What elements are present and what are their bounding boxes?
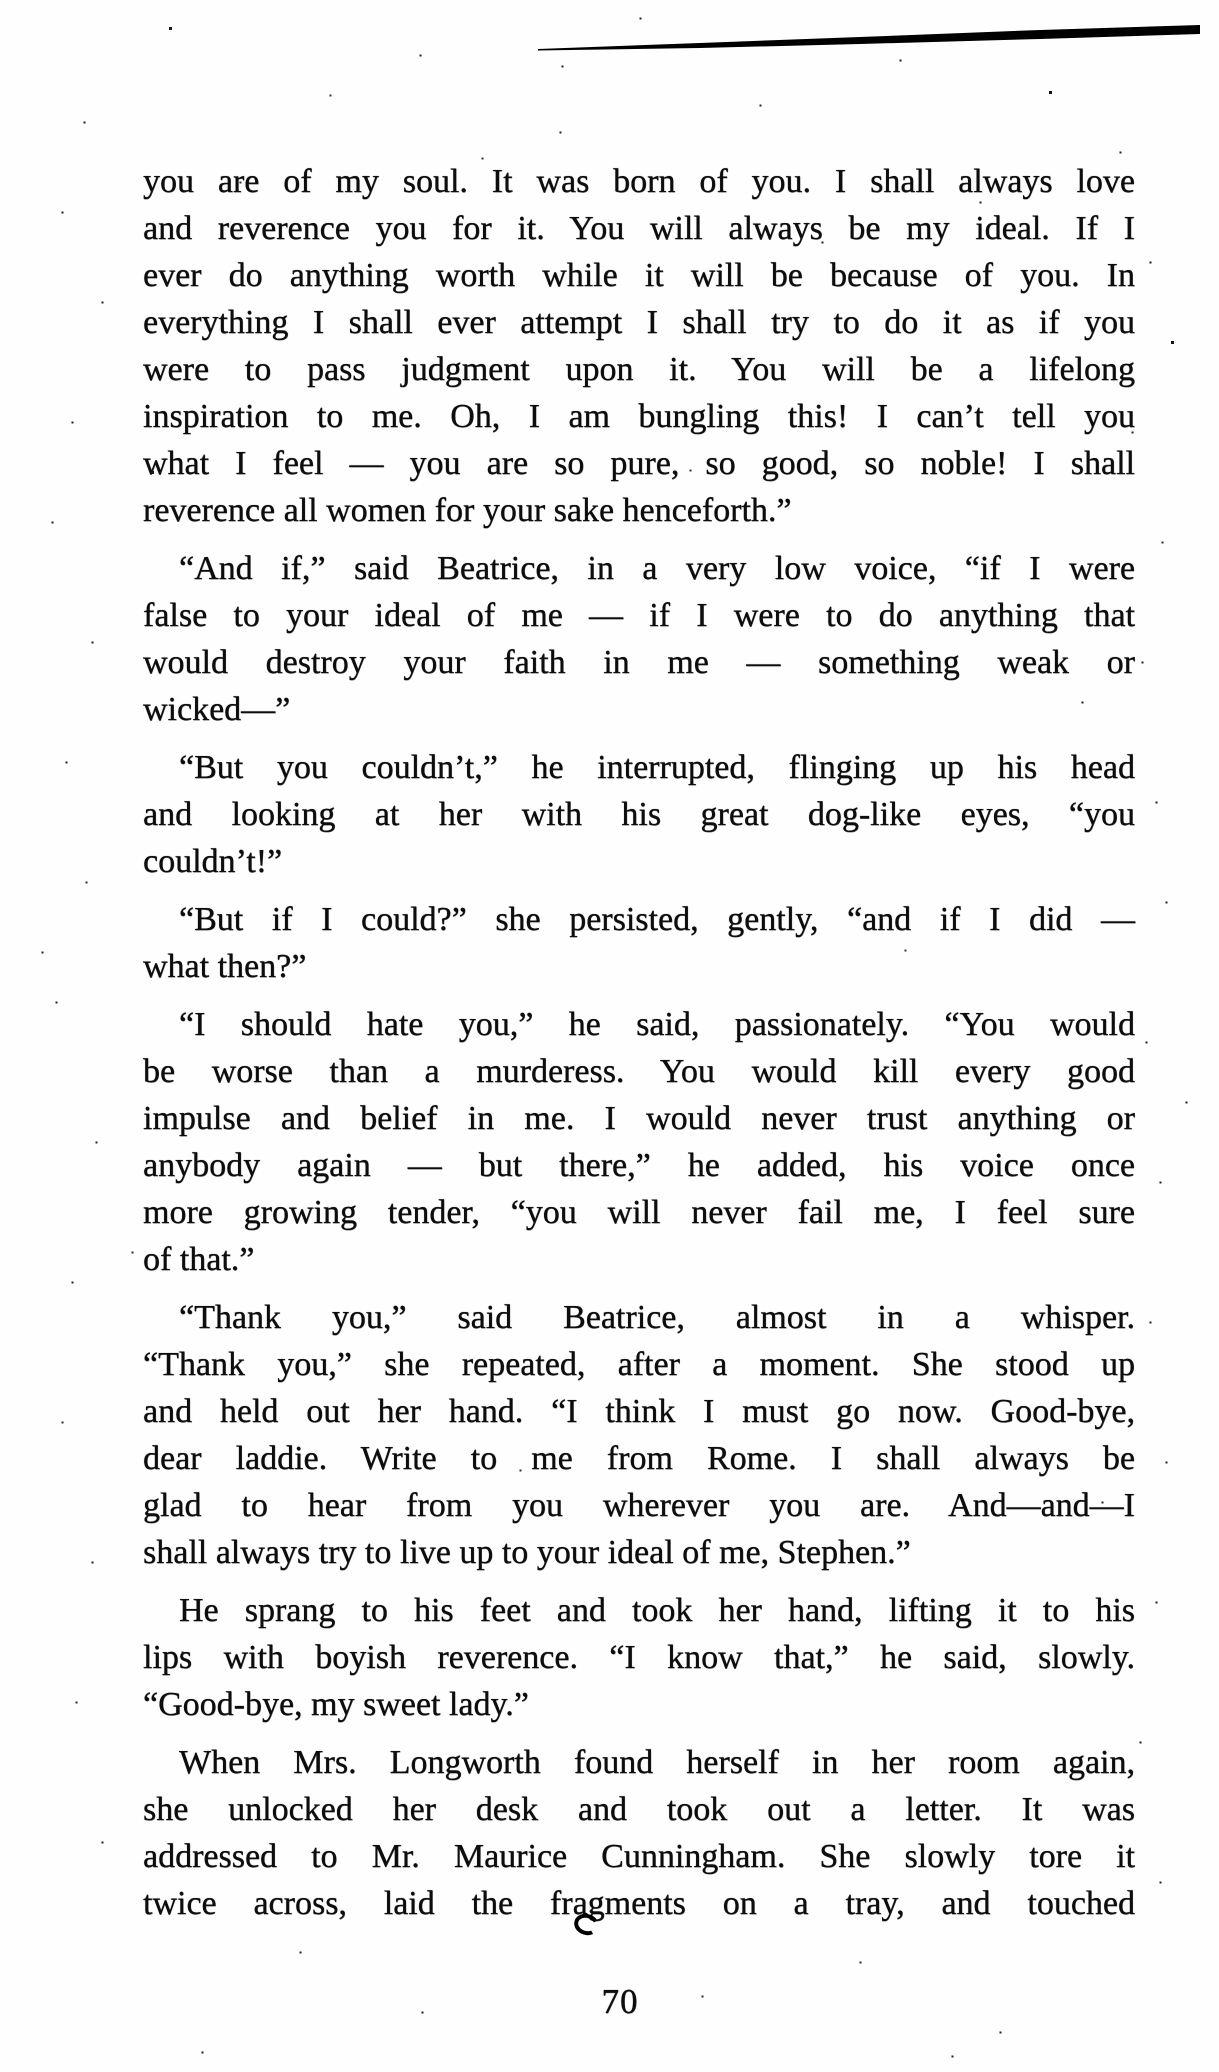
paragraph xyxy=(143,896,1135,990)
text-line: dear laddie. Write to me from Rome. I shall always be xyxy=(143,1440,1135,1477)
paragraph xyxy=(143,1001,1135,1283)
text-line: what I feel — you are so pure, so good, so noble! I shall xyxy=(143,445,1135,482)
paragraph xyxy=(143,1739,1135,1927)
text-line: she unlocked her desk and took out a letter. It was xyxy=(143,1791,1135,1828)
text-line: twice across, laid the fragments on a tray, and touched xyxy=(143,1885,1135,1922)
text-line: what then?” xyxy=(143,948,307,985)
text-line: When Mrs. Longworth found herself in her room again, xyxy=(179,1744,1135,1781)
text-line: were to pass judgment upon it. You will be a lifelong xyxy=(143,351,1135,388)
paragraph xyxy=(143,545,1135,733)
text-line: addressed to Mr. Maurice Cunningham. She slowly tore it xyxy=(143,1838,1135,1875)
top-edge-rule-artifact xyxy=(0,0,1219,70)
text-line: impulse and belief in me. I would never trust anything or xyxy=(143,1100,1135,1137)
scan-noise-specks xyxy=(0,0,1,1)
text-line: ever do anything worth while it will be because of you. In xyxy=(143,257,1135,294)
text-line: shall always try to live up to your ideal of me, Stephen.” xyxy=(143,1534,911,1571)
text-line: false to your ideal of me — if I were to do anything that xyxy=(143,597,1135,634)
text-line: wicked—” xyxy=(143,691,291,728)
text-line: He sprang to his feet and took her hand, lifting it to his xyxy=(179,1592,1135,1629)
text-line: reverence all women for your sake henceforth.” xyxy=(143,492,792,529)
text-line: “I should hate you,” he said, passionately. “You would xyxy=(179,1006,1135,1043)
paragraph xyxy=(143,158,1135,534)
text-line: would destroy your faith in me — something weak or xyxy=(143,644,1135,681)
text-line: “But you couldn’t,” he interrupted, flinging up his head xyxy=(179,749,1135,786)
text-line: anybody again — but there,” he added, his voice once xyxy=(143,1147,1135,1184)
text-line: you are of my soul. It was born of you. I shall always love xyxy=(143,163,1135,200)
text-line: and reverence you for it. You will always be my ideal. If I xyxy=(143,210,1135,247)
text-line: and held out her hand. “I think I must go now. Good-bye, xyxy=(143,1393,1135,1430)
text-line: inspiration to me. Oh, I am bungling this! I can’t tell you xyxy=(143,398,1135,435)
text-line: “And if,” said Beatrice, in a very low voice, “if I were xyxy=(179,550,1135,587)
text-line: be worse than a murderess. You would kill every good xyxy=(143,1053,1135,1090)
text-line: “Thank you,” she repeated, after a moment. She stood up xyxy=(143,1346,1135,1383)
text-line: and looking at her with his great dog-like eyes, “you xyxy=(143,796,1135,833)
paragraph xyxy=(143,744,1135,885)
text-line: glad to hear from you wherever you are. And—and—I xyxy=(143,1487,1135,1524)
page-text-block xyxy=(143,158,1135,1927)
text-line: “Thank you,” said Beatrice, almost in a whisper. xyxy=(179,1299,1135,1336)
page-number: 70 xyxy=(601,1982,639,2021)
text-line: lips with boyish reverence. “I know that,” he said, slowly. xyxy=(143,1639,1135,1676)
text-line: couldn’t!” xyxy=(143,843,283,880)
text-line: “Good-bye, my sweet lady.” xyxy=(143,1686,529,1723)
text-line: of that.” xyxy=(143,1241,255,1278)
text-line: everything I shall ever attempt I shall try to do it as if you xyxy=(143,304,1135,341)
text-line: more growing tender, “you will never fail me, I feel sure xyxy=(143,1194,1135,1231)
text-line: “But if I could?” she persisted, gently, “and if I did — xyxy=(179,901,1135,938)
paragraph xyxy=(143,1294,1135,1576)
paragraph xyxy=(143,1587,1135,1728)
